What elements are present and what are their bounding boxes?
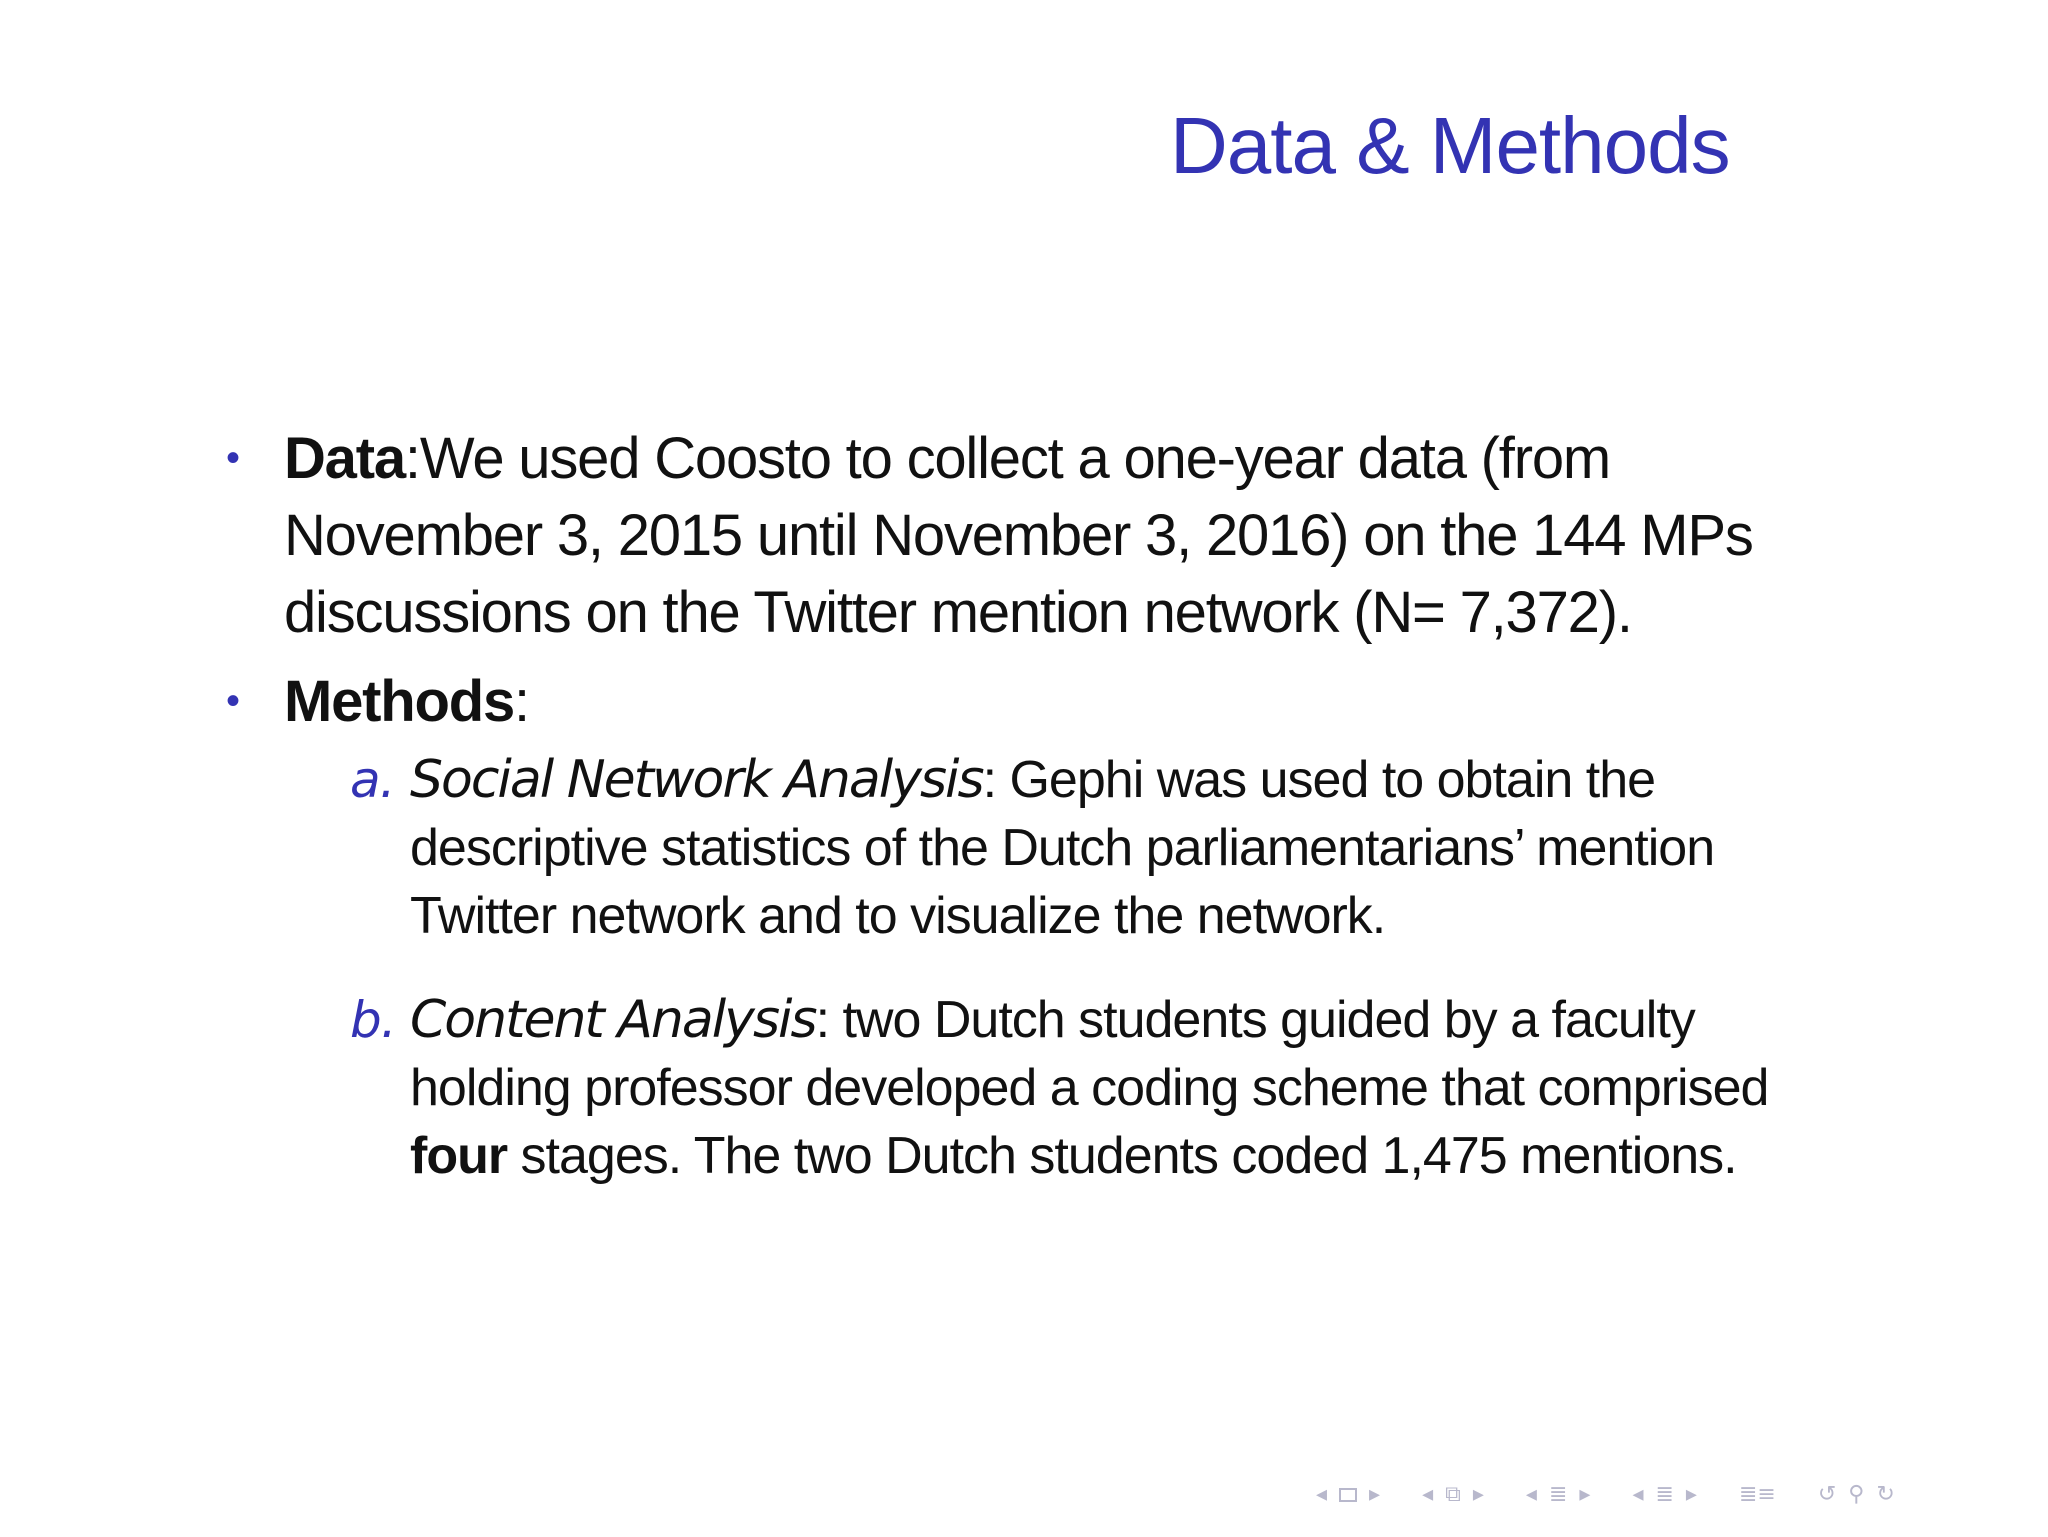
bullet-icon: • (226, 679, 239, 723)
nav-section-icon[interactable]: ≣ (1548, 1482, 1568, 1507)
nav-prev-slide-icon[interactable]: ◂ (1422, 1482, 1434, 1507)
method-text: : Gephi was used to obtain the descriptive statistics of the Dutch parliamentarians’ mention Twitter network and to visualize the network. (410, 751, 1715, 945)
nav-subsection-group (1626, 1482, 1703, 1507)
nav-subsection-icon[interactable]: ≣ (1655, 1482, 1674, 1507)
method-marker: a. (350, 751, 395, 809)
nav-search-icon[interactable]: ⚲ (1848, 1482, 1865, 1507)
slide-content (220, 420, 1820, 1190)
nav-next-slide-icon[interactable]: ▸ (1472, 1482, 1484, 1507)
nav-outline-icon[interactable]: ≣≡ (1738, 1482, 1776, 1507)
nav-prev-frame-icon[interactable]: ◂ (1316, 1482, 1328, 1507)
methods-list (220, 746, 1820, 1190)
method-name: Content Analysis (410, 990, 816, 1050)
nav-outline-group (1733, 1482, 1782, 1507)
bullet-data-text: We used Coosto to collect a one-year data (from November 3, 2015 until November 3, 2016) on the 144 MPs discussions on the Twitter mention network (N= 7,372). (284, 426, 1753, 645)
nav-prev-subsection-icon[interactable]: ◂ (1632, 1482, 1644, 1507)
nav-next-section-icon[interactable]: ▸ (1579, 1482, 1591, 1507)
method-emphasis: four (410, 1127, 508, 1185)
nav-back-icon[interactable]: ↺ (1817, 1482, 1837, 1507)
beamer-navigation (1310, 1482, 1931, 1507)
nav-section-group (1520, 1482, 1597, 1507)
bullet-data-separator: : (404, 426, 420, 491)
method-item-content-analysis (350, 986, 1820, 1190)
bullet-methods-separator: : (514, 669, 529, 734)
nav-prev-section-icon[interactable]: ◂ (1525, 1482, 1537, 1507)
nav-frame-icon[interactable] (1339, 1488, 1357, 1502)
nav-slide-group (1416, 1482, 1490, 1507)
method-name: Social Network Analysis (410, 750, 983, 810)
bullet-methods (220, 663, 1820, 740)
nav-next-subsection-icon[interactable]: ▸ (1685, 1482, 1697, 1507)
method-text-before: : two Dutch students guided by a faculty holding professor developed a coding scheme that comprised (410, 991, 1769, 1117)
method-marker: b. (350, 991, 396, 1049)
bullet-data (220, 420, 1820, 651)
nav-next-frame-icon[interactable]: ▸ (1369, 1482, 1381, 1507)
bullet-methods-label: Methods (284, 669, 515, 734)
slide-title: Data & Methods (1170, 101, 1730, 190)
bullet-icon: • (226, 436, 239, 480)
nav-forward-icon[interactable]: ↻ (1876, 1482, 1895, 1507)
nav-frame-group (1310, 1482, 1386, 1507)
method-text-after: stages. The two Dutch students coded 1,475 mentions. (507, 1127, 1737, 1185)
nav-search-group (1812, 1482, 1901, 1507)
bullet-data-label: Data (284, 426, 405, 491)
method-item-sna (350, 746, 1820, 950)
nav-slide-icon[interactable]: ⧉ (1445, 1482, 1461, 1507)
